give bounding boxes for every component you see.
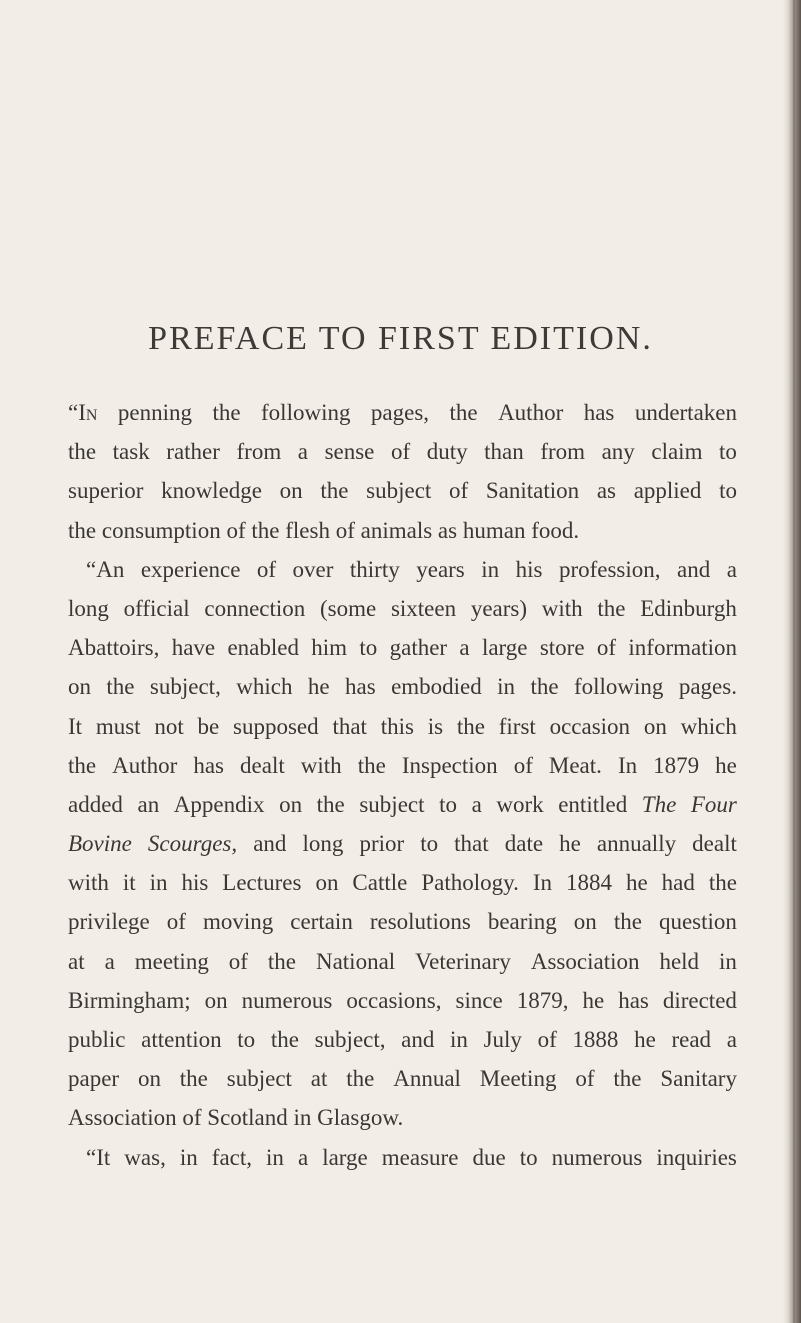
word: Birmingham; [68,987,191,1013]
word: human [462,517,526,543]
word: Association [530,948,640,974]
word: Scotland [207,1105,288,1131]
word: in [266,1144,284,1170]
word: Bovine [68,831,132,857]
word: the [346,1066,375,1092]
text-line [68,393,737,432]
word: Appendix [173,791,265,817]
word: Meat. [548,752,602,778]
word: to [439,791,457,817]
word: enabled [227,635,299,661]
word: 1884 [565,870,612,896]
word: of [256,556,277,582]
word: years [416,556,465,582]
word: which [236,674,293,700]
word: the [316,791,345,817]
word: has [583,400,615,425]
word: due [472,1144,506,1170]
word: Sanitary [660,1066,737,1092]
word: in [719,948,737,974]
word: fact, [211,1144,252,1170]
word: of [537,1027,557,1052]
text-line [68,1020,737,1059]
word: Glasgow. [317,1105,404,1131]
word: Annual [393,1066,461,1092]
word: held [659,948,700,974]
word: The [641,791,677,817]
word: has [618,987,649,1013]
word: 1879, [516,987,569,1013]
word: long [302,831,344,857]
word: Author [498,400,564,425]
word: task [112,439,150,465]
word: that [332,713,367,739]
word: information [628,635,737,661]
word: large [481,635,528,661]
word: the [597,595,626,621]
text-line [68,667,737,706]
word: the [357,752,386,778]
word: dealt [240,752,285,778]
word: rather [166,439,220,465]
word: Meeting [479,1066,557,1092]
word: he [634,1027,656,1052]
word: connection [204,595,306,621]
word: subject [226,1066,292,1092]
word: superior [68,478,144,504]
word: of [335,517,355,543]
word: date [504,831,544,857]
word: the [68,517,97,543]
word: a [471,791,482,817]
word: 1888 [572,1027,619,1052]
word: a [104,948,115,974]
word: to [237,1027,256,1052]
word: the [456,713,485,739]
word: “In [68,400,98,425]
text-line [68,1098,737,1137]
text-line [68,824,737,863]
word: claim [651,439,703,465]
word: National [315,948,396,974]
word: long [68,595,109,621]
text-line [68,1138,737,1177]
word: has [193,752,225,778]
word: the [613,909,642,935]
word: occasion [549,713,631,739]
word: attention [141,1027,222,1052]
word: since [455,987,503,1013]
word: Cattle [352,870,408,896]
word: a [459,635,470,661]
word: and [677,556,711,582]
word: with [300,752,342,778]
word: not [154,713,184,739]
word: it [122,870,136,896]
word: a [297,439,308,465]
page-edge-line [793,0,795,1323]
word: official [123,595,190,621]
word: Veterinary [415,948,511,974]
word: penning [117,400,192,425]
word: of [449,478,469,504]
word: to [420,831,439,857]
word: numerous [241,987,333,1013]
word: he [307,674,330,700]
word: to [359,635,378,661]
word: on [279,791,303,817]
word: July [483,1027,522,1052]
text-line [68,981,737,1020]
word: experience [140,556,241,582]
word: undertaken [634,400,737,425]
word: directed [662,987,737,1013]
word: a [726,556,737,582]
word: In [617,752,638,778]
word: on [279,478,303,504]
word: subject, [314,1027,386,1052]
word: Association [68,1105,177,1131]
word: with [68,870,109,896]
text-line [68,863,737,902]
word: the [449,400,478,425]
word: to [719,478,737,504]
word: inquiries [656,1144,737,1170]
word: large [322,1144,368,1170]
word: his [181,870,209,896]
text-line [68,432,737,471]
word: Pathology. [421,870,519,896]
word: thirty [349,556,400,582]
word: as [596,478,616,504]
word: the [68,752,97,778]
word: Scourges, [147,831,238,857]
word: (some [320,595,377,621]
word: he [582,987,605,1013]
word: sense [324,439,375,465]
text-line [68,746,737,785]
word: applied [633,478,702,504]
word: “It [86,1144,111,1170]
word: him [311,635,348,661]
word: animals [360,517,433,543]
word: to [519,1144,538,1170]
word: 1879 [653,752,700,778]
word: duty [426,439,468,465]
word: sixteen [390,595,457,621]
word: the [613,1066,642,1092]
word: on [137,1066,161,1092]
word: pages. [678,674,737,700]
word: was, [124,1144,166,1170]
word: Sanitation [485,478,580,504]
word: must [95,713,141,739]
word: profession, [558,556,661,582]
word: certain [290,909,353,935]
word: on [204,987,228,1013]
word: had [661,870,695,896]
word: dealt [692,831,737,857]
word: flesh [285,517,330,543]
preface-body-text [68,393,737,1177]
word: the [530,674,559,700]
page-edge-shadow [783,0,801,1323]
word: read [671,1027,712,1052]
word: he [715,752,737,778]
word: privilege [68,909,150,935]
word: Abattoirs, [68,635,160,661]
word: consumption [101,517,221,543]
word: subject [359,791,425,817]
word: knowledge [161,478,262,504]
word: meeting [134,948,209,974]
word: numerous [551,1144,643,1170]
word: an [137,791,160,817]
word: the [267,948,297,974]
word: of [226,517,246,543]
word: the [708,870,737,896]
word: this [380,713,414,739]
word: work [496,791,544,817]
word: the [251,517,280,543]
text-line [68,511,737,550]
word: of [513,752,533,778]
word: the [68,439,97,465]
word: from [540,439,586,465]
word: added [68,791,123,817]
word: In [532,870,552,896]
word: store [539,635,585,661]
word: Lectures [222,870,302,896]
word: of [166,909,186,935]
word: in [179,1144,198,1170]
word: is [427,713,444,739]
word: occasions, [346,987,442,1013]
word: that [454,831,489,857]
word: pages, [370,400,430,425]
word: entitled [558,791,628,817]
text-line [68,550,737,589]
word: a [297,1144,309,1170]
word: and [253,831,287,857]
text-line [68,1059,737,1098]
word: moving [202,909,274,935]
text-line [68,902,737,941]
word: as [437,517,458,543]
word: and [401,1027,435,1052]
word: Four [690,791,737,817]
word: in [293,1105,312,1131]
text-line [68,707,737,746]
word: “An [86,556,125,582]
word: subject, [149,674,221,700]
word: measure [381,1144,459,1170]
word: of [390,439,411,465]
word: question [658,909,737,935]
word: of [228,948,248,974]
word: It [68,713,83,739]
word: annually [596,831,677,857]
word: food. [531,517,580,543]
word: embodied [391,674,482,700]
word: on [315,870,339,896]
word: the [212,400,241,425]
word: gather [389,635,448,661]
word: Inspection [401,752,498,778]
word: the [106,674,135,700]
text-line [68,628,737,667]
word: any [601,439,635,465]
word: first [498,713,536,739]
word: in [149,870,168,896]
word: public [68,1027,126,1052]
word: of [596,635,617,661]
word: he [625,870,648,896]
word: be [197,713,220,739]
page-title: PREFACE TO FIRST EDITION. [148,320,653,357]
word: he [559,831,581,857]
word: in [481,556,500,582]
word: the [320,478,349,504]
word: to [719,439,737,465]
text-line [68,942,737,981]
word: on [68,674,91,700]
word: following [573,674,664,700]
word: of [575,1066,595,1092]
word: have [171,635,216,661]
word: prior [359,831,405,857]
word: the [270,1027,299,1052]
word: at [310,1066,328,1092]
word: the [179,1066,208,1092]
word: of [182,1105,202,1131]
word: resolutions [369,909,471,935]
text-line [68,785,737,824]
word: Author [112,752,178,778]
text-line [68,589,737,628]
word: than [484,439,524,465]
word: supposed [233,713,319,739]
word: on [573,909,597,935]
word: bearing [487,909,557,935]
word: in [497,674,516,700]
word: his [515,556,543,582]
text-line [68,471,737,510]
word: Edinburgh [640,595,737,621]
word: in [450,1027,468,1052]
word: a [726,1027,737,1052]
word: following [261,400,351,425]
word: which [680,713,737,739]
word: years) [470,595,528,621]
word: has [344,674,376,700]
word: from [236,439,282,465]
word: paper [68,1066,120,1092]
word: at [68,948,85,974]
word: on [643,713,667,739]
word: with [541,595,583,621]
word: subject [366,478,432,504]
word: over [292,556,334,582]
